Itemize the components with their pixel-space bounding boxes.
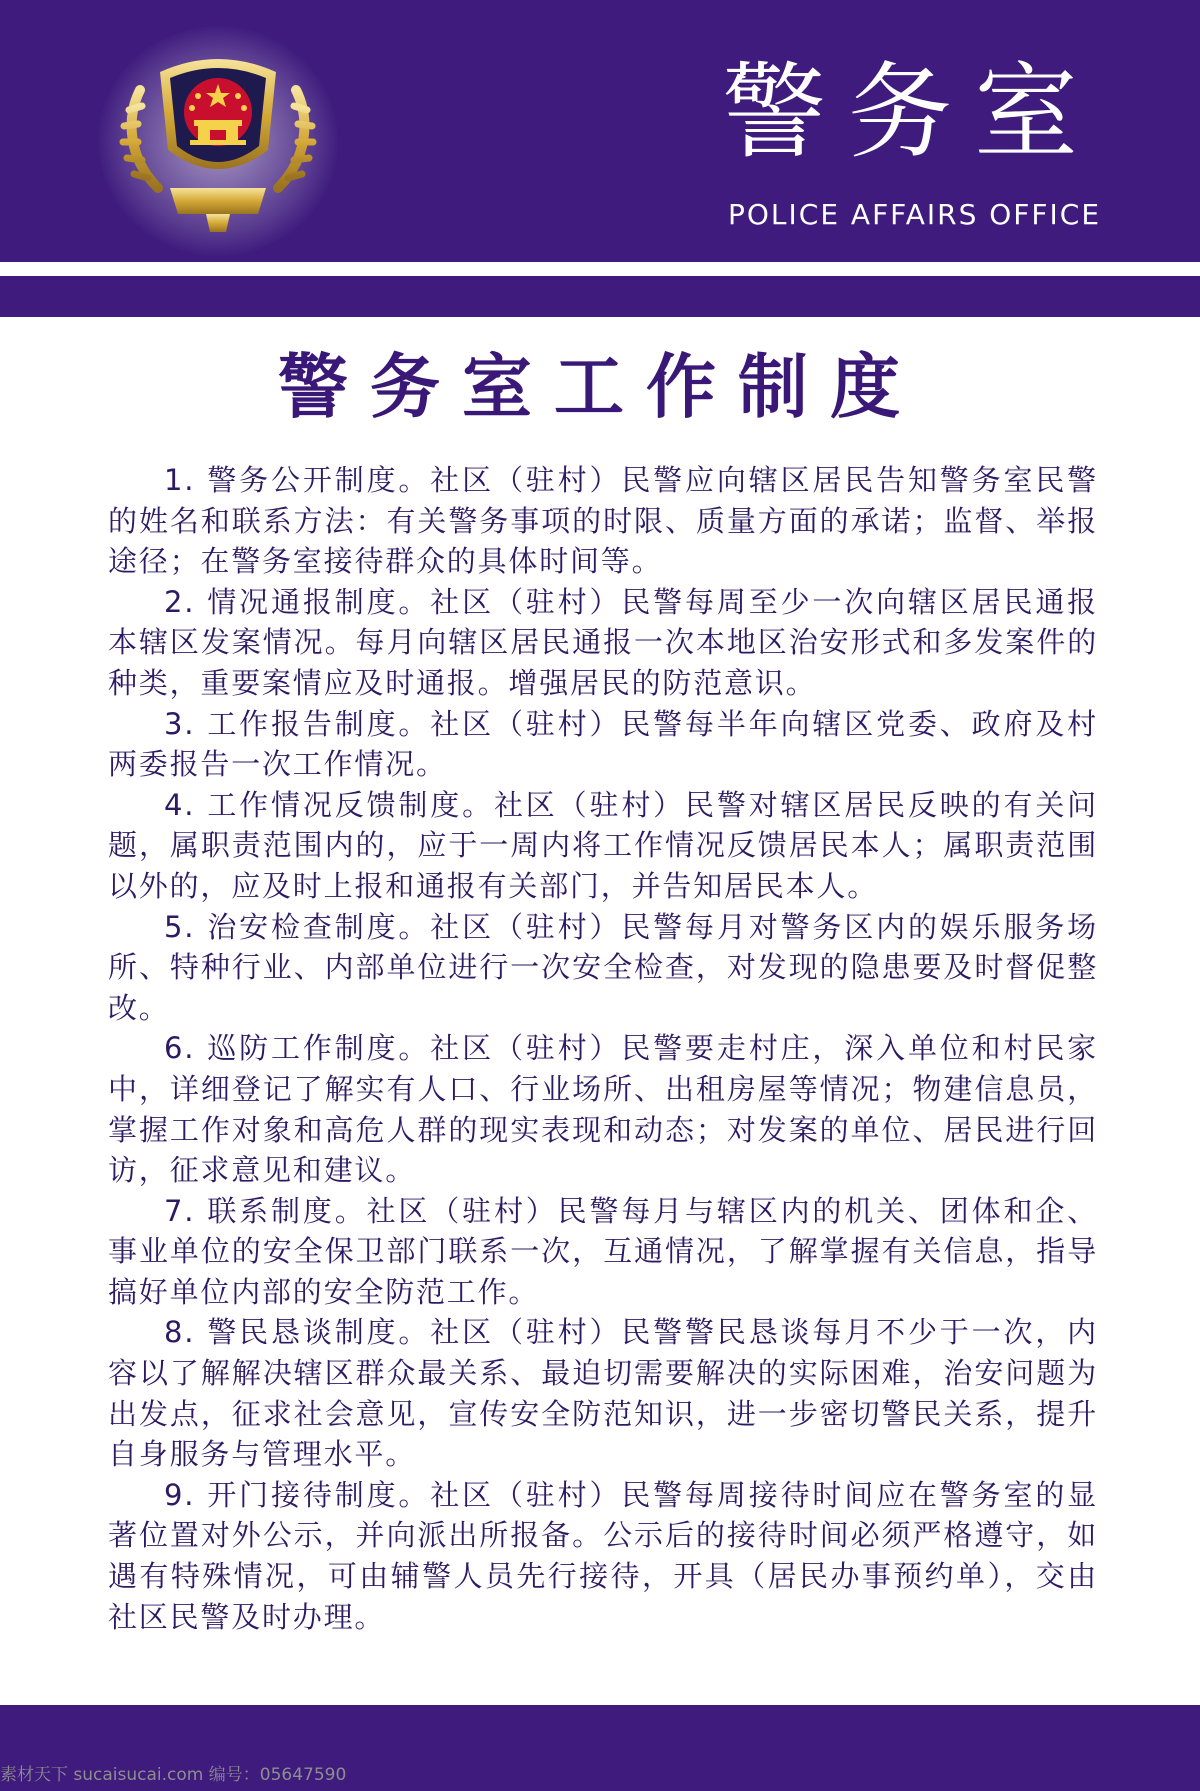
rule-item: 6. 巡防工作制度。社区（驻村）民警要走村庄，深入单位和村民家中，详细登记了解实有人口、行业场所、出租房屋等情况；物建信息员，掌握工作对象和高危人群的现实表现和动态；对发案的单位、居民进行回访，征求意见和建议。	[108, 1031, 1098, 1188]
rule-item: 2. 情况通报制度。社区（驻村）民警每周至少一次向辖区居民通报本辖区发案情况。每月向辖区居民通报一次本地区治安形式和多发案件的种类，重要案情应及时通报。增强居民的防范意识。	[108, 584, 1098, 700]
rule-item: 4. 工作情况反馈制度。社区（驻村）民警对辖区居民反映的有关问题，属职责范围内的，应于一周内将工作情况反馈居民本人；属职责范围以外的，应及时上报和通报有关部门，并告知居民本人。	[108, 787, 1098, 903]
header-banner	[0, 0, 1200, 262]
rule-item: 9. 开门接待制度。社区（驻村）民警每周接待时间应在警务室的显著位置对外公示，并向派出所报备。公示后的接待时间必须严格遵守，如遇有特殊情况，可由辅警人员先行接待，开具（居民办事预约单），交由社区民警及时办理。	[108, 1477, 1098, 1634]
rules-list	[108, 460, 1098, 1637]
rule-item: 5. 治安检查制度。社区（驻村）民警每月对警务区内的娱乐服务场所、特种行业、内部单位进行一次安全检查，对发现的隐患要及时督促整改。	[108, 909, 1098, 1025]
police-emblem-icon	[118, 38, 318, 234]
document-title: 警务室工作制度	[278, 346, 922, 428]
divider-band	[0, 276, 1200, 317]
rule-item: 8. 警民恳谈制度。社区（驻村）民警警民恳谈每月不少于一次，内容以了解解决辖区群众最关系、最迫切需要解决的实际困难，治安问题为出发点，征求社会意见，宣传安全防范知识，进一步密切警民关系，提升自身服务与管理水平。	[108, 1315, 1098, 1472]
rule-item: 1. 警务公开制度。社区（驻村）民警应向辖区居民告知警务室民警的姓名和联系方法：有关警务事项的时限、质量方面的承诺；监督、举报途径；在警务室接待群众的具体时间等。	[108, 463, 1098, 579]
office-title: 警务室	[721, 51, 1100, 173]
office-subtitle: POLICE AFFAIRS OFFICE	[728, 198, 1102, 231]
footer-banner	[0, 1705, 1200, 1791]
watermark-text: 素材天下 sucaisucai.com 编号：05647590	[0, 1765, 347, 1785]
rule-item: 3. 工作报告制度。社区（驻村）民警每半年向辖区党委、政府及村两委报告一次工作情况。	[108, 706, 1098, 782]
rule-item: 7. 联系制度。社区（驻村）民警每月与辖区内的机关、团体和企、事业单位的安全保卫部门联系一次，互通情况，了解掌握有关信息，指导搞好单位内部的安全防范工作。	[108, 1193, 1098, 1309]
